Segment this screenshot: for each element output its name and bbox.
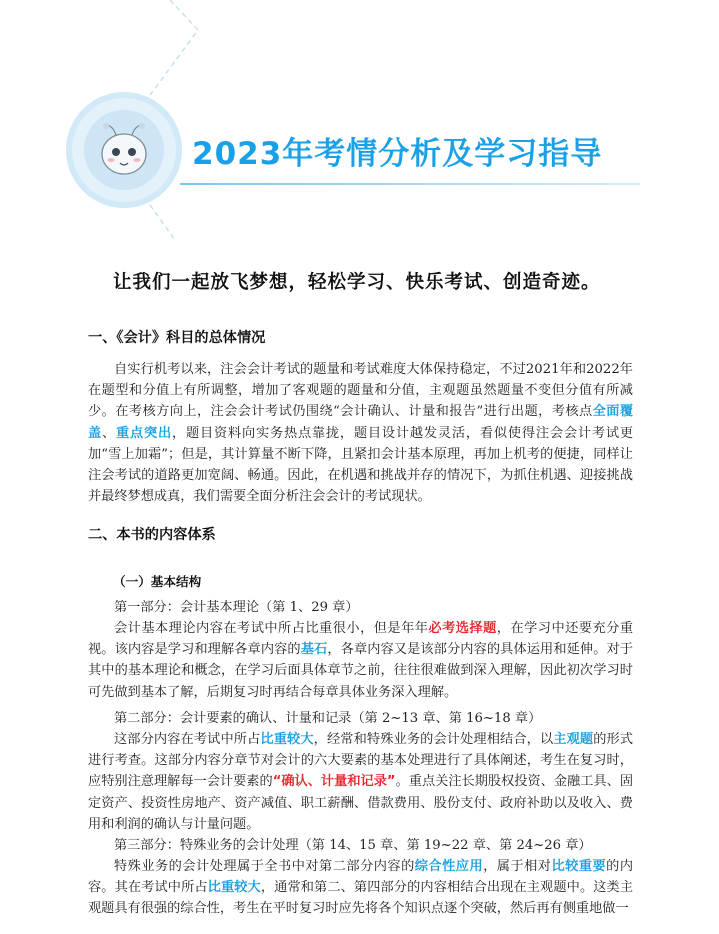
text: ，各章内容又是该部分内容的具体运用和延伸。对于其中的基本理论和概念，在学习后面具体章节之前，往往很难做到深入理解，因此初次学习时可先做到基本了解，后期复习时再结合每章具体业务深入理解。 bbox=[88, 642, 634, 700]
text: 、 bbox=[102, 425, 116, 441]
highlight-cornerstone: 基石 bbox=[300, 642, 328, 658]
highlight-recognition-measurement: “确认、计量和记录” bbox=[272, 774, 396, 790]
text: ，属于相对 bbox=[483, 859, 552, 874]
overview-paragraph bbox=[88, 359, 633, 507]
part2-label: 第二部分：会计要素的确认、计量和记录（第 2~13 章、第 16~18 章） bbox=[114, 711, 542, 726]
text: 的内容。其在考试中所占 bbox=[88, 859, 634, 896]
part1-label: 第一部分：会计基本理论（第 1、29 章） bbox=[114, 600, 359, 615]
section-heading-structure: 二、本书的内容体系 bbox=[88, 527, 216, 543]
text: 特殊业务的会计处理属于全书中对第二部分内容的 bbox=[114, 859, 415, 874]
mascot-icon bbox=[84, 110, 164, 190]
part2-paragraph bbox=[88, 729, 633, 835]
highlight-large-share: 比重较大 bbox=[207, 880, 261, 896]
part1-paragraph bbox=[88, 618, 633, 703]
highlight-large-share: 比重较大 bbox=[260, 732, 314, 747]
text: ，题目资料向实务热点靠拢，题目设计越发灵活，看似使得注会会计考试更加“雪上加霜”；但是，其计算量不断下降，且紧扣会计基本原理，再加上机考的便捷，同样让注会考试的道路更加宽阔、畅通。因此，在机遇和挑战并存的情况下，为抓住机遇、迎接挑战并最终梦想成真，我们需要全面分析注会会计的考试现状。 bbox=[88, 425, 634, 505]
part3-paragraph bbox=[88, 856, 633, 920]
title-underline bbox=[180, 183, 640, 185]
highlight-key-focus: 重点突出 bbox=[116, 425, 172, 441]
text: ，在学习中还要充分重视。该内容是学习和理解各章内容的 bbox=[88, 621, 634, 658]
subsection-heading-basic-structure: （一）基本结构 bbox=[113, 574, 202, 589]
part3-label: 第三部分：特殊业务的会计处理（第 14、15 章、第 19~22 章、第 24~26 章） bbox=[114, 838, 592, 853]
text: 自实行机考以来，注会会计考试的题量和考试难度大体保持稳定，不过2021年和2022年在题型和分值上有所调整，增加了客观题的题量和分值，主观题虽然题量不变但分值有所减少。在考核方向上，注会会计考试仍围绕“会计确认、计量和报告”进行出题，考核点 bbox=[88, 362, 633, 420]
text: 这部分内容在考试中所占 bbox=[114, 732, 261, 747]
text: 。重点关注长期股权投资、金融工具、固定资产、投资性房地产、资产减值、职工薪酬、借款费用、股份支付、政府补助以及收入、费用和利润的确认与计量问题。 bbox=[88, 774, 634, 832]
mascot-badge bbox=[66, 92, 182, 208]
highlight-important: 比较重要 bbox=[551, 859, 607, 874]
text: 会计基本理论内容在考试中所占比重很小，但是年年 bbox=[114, 621, 429, 636]
highlight-required-choice: 必考选择题 bbox=[428, 621, 497, 636]
slogan: 让我们一起放飞梦想，轻松学习、快乐考试、创造奇迹。 bbox=[113, 272, 601, 293]
text: ，经常和特殊业务的会计处理相结合，以 bbox=[313, 732, 554, 747]
highlight-comprehensive: 综合性应用 bbox=[414, 859, 484, 874]
page-title: 2023年考情分析及学习指导 bbox=[192, 136, 603, 172]
section-heading-overview: 一、《会计》科目的总体情况 bbox=[88, 330, 266, 346]
highlight-full-coverage: 全面覆盖 bbox=[88, 404, 634, 441]
text: 的形式进行考查。这部分内容分章节对会计的六大要素的基本处理进行了具体阐述，考生在复习时，应特别注意理解每一会计要素的 bbox=[88, 732, 634, 790]
text: ，通常和第二、第四部分的内容相结合出现在主观题中。这类主观题具有很强的综合性，考生在平时复习时应先将各个知识点逐个突破，然后再有侧重地做一 bbox=[88, 880, 634, 917]
highlight-subjective: 主观题 bbox=[553, 732, 594, 747]
